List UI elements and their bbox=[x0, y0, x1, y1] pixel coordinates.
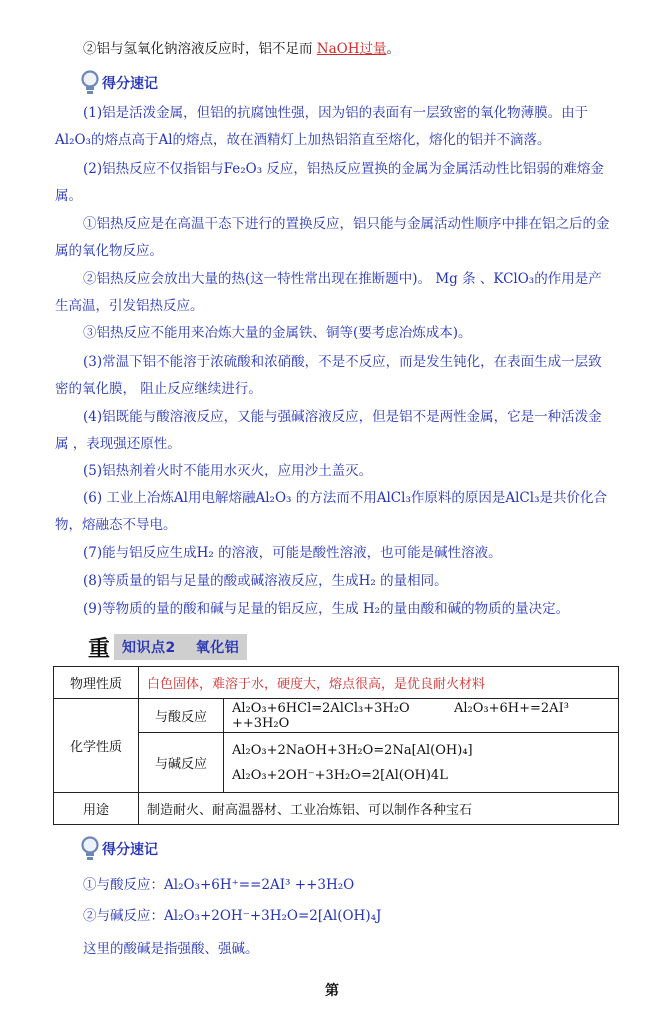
knowledge-point-bar bbox=[114, 634, 247, 660]
memo-header bbox=[80, 70, 158, 96]
memo2-line-2: ②与碱反应：Al₂O₃+2OH⁻+3H₂O=2[Al(OH)₄J bbox=[83, 908, 382, 924]
note-7: (7)能与铝反应生成H₂ 的溶液，可能是酸性溶液，也可能是碱性溶液。 bbox=[83, 545, 502, 561]
table-row-use bbox=[54, 793, 619, 825]
lightbulb-icon bbox=[80, 836, 100, 862]
memo-header-2 bbox=[80, 836, 158, 862]
base-label: 与碱反应 bbox=[139, 733, 224, 793]
acid-eq-2: Al₂O₃+6H+=2AI³ ++3H₂O bbox=[232, 700, 569, 731]
intro-suffix: 。 bbox=[386, 41, 400, 57]
note-4: (4)铝既能与酸溶液反应，又能与强碱溶液反应，但是铝不是两性金属，它是一种活泼金属 ，表现强还原性。 bbox=[55, 409, 602, 452]
alumina-property-table bbox=[53, 666, 619, 825]
key-mark: 重 bbox=[88, 635, 111, 662]
page-footer: 第 bbox=[325, 983, 339, 999]
lightbulb-icon bbox=[80, 70, 100, 96]
intro-prefix: ②铝与氢氧化钠溶液反应时，铝不足而 bbox=[83, 41, 313, 57]
base-eq-1: Al₂O₃+2NaOH+3H₂O=2Na[Al(OH)₄] bbox=[232, 742, 473, 758]
note-8: (8)等质量的铝与足量的酸或碱溶液反应，生成H₂ 的量相同。 bbox=[83, 573, 448, 589]
physical-value: 白色固体，难溶于水，硬度大，熔点很高，是优良耐火材料 bbox=[139, 667, 619, 699]
memo2-line-1: ①与酸反应：Al₂O₃+6H⁺==2AI³ ++3H₂O bbox=[83, 877, 355, 893]
note-6: (6) 工业上冶炼Al用电解熔融Al₂O₃ 的方法而不用AlCl₃作原料的原因是AlCl₃是共价化合物，熔融态不导电。 bbox=[55, 490, 607, 533]
note-2-3: ③铝热反应不能用来冶炼大量的金属铁、铜等(要考虑冶炼成本)。 bbox=[83, 325, 472, 341]
base-eq-2: Al₂O₃+2OH⁻+3H₂O=2[Al(OH)4L bbox=[232, 767, 448, 783]
note-2-2: ②铝热反应会放出大量的热(这一特性常出现在推断题中)。 Mg 条 、KClO₃的作用是产生高温，引发铝热反应。 bbox=[55, 271, 602, 314]
note-2-1: ①铝热反应是在高温干态下进行的置换反应，铝只能与金属活动性顺序中排在铝之后的金属的氧化物反应。 bbox=[55, 216, 610, 259]
table-row-physical bbox=[54, 667, 619, 699]
note-3: (3)常温下铝不能溶于浓硫酸和浓硝酸，不是不反应，而是发生钝化，在表面生成一层致密的氧化膜， 阻止反应继续进行。 bbox=[55, 354, 602, 397]
base-equations bbox=[224, 733, 619, 793]
intro-line bbox=[55, 36, 615, 63]
use-value: 制造耐火、耐高温器材、工业冶炼铝、可以制作各种宝石 bbox=[139, 793, 619, 825]
physical-label: 物理性质 bbox=[54, 667, 139, 699]
table-row-base bbox=[54, 733, 619, 793]
note-1: (1)铝是活泼金属，但铝的抗腐蚀性强，因为铝的表面有一层致密的氧化物薄膜。由于Al₂O₃的熔点高于Al的熔点，故在酒精灯上加热铝箔直至熔化，熔化的铝并不滴落。 bbox=[55, 105, 589, 148]
use-label: 用途 bbox=[54, 793, 139, 825]
acid-equations bbox=[224, 699, 619, 733]
acid-eq-1: Al₂O₃+6HCl=2AlCl₃+3H₂O bbox=[232, 700, 410, 716]
knowledge-point-title: 氧化铝 bbox=[195, 640, 240, 656]
knowledge-point-heading bbox=[88, 632, 247, 662]
note-2: (2)铝热反应不仅指铝与Fe₂O₃ 反应，铝热反应置换的金属为金属活动性比铝弱的难熔金属。 bbox=[55, 161, 604, 204]
naoh-excess-highlight: NaOH过量 bbox=[316, 41, 387, 57]
memo2-line-3: 这里的酸碱是指强酸、强碱。 bbox=[83, 941, 259, 957]
chemical-label: 化学性质 bbox=[54, 699, 139, 793]
memo-header-label: 得分速记 bbox=[102, 76, 158, 92]
note-9: (9)等物质的量的酸和碱与足量的铝反应，生成 H₂的量由酸和碱的物质的量决定。 bbox=[83, 601, 570, 617]
knowledge-point-label: 知识点2 bbox=[122, 640, 176, 656]
note-5: (5)铝热剂着火时不能用水灭火，应用沙土盖灭。 bbox=[83, 463, 373, 479]
memo-header-label: 得分速记 bbox=[102, 842, 158, 858]
table-row-acid bbox=[54, 699, 619, 733]
acid-label: 与酸反应 bbox=[139, 699, 224, 733]
